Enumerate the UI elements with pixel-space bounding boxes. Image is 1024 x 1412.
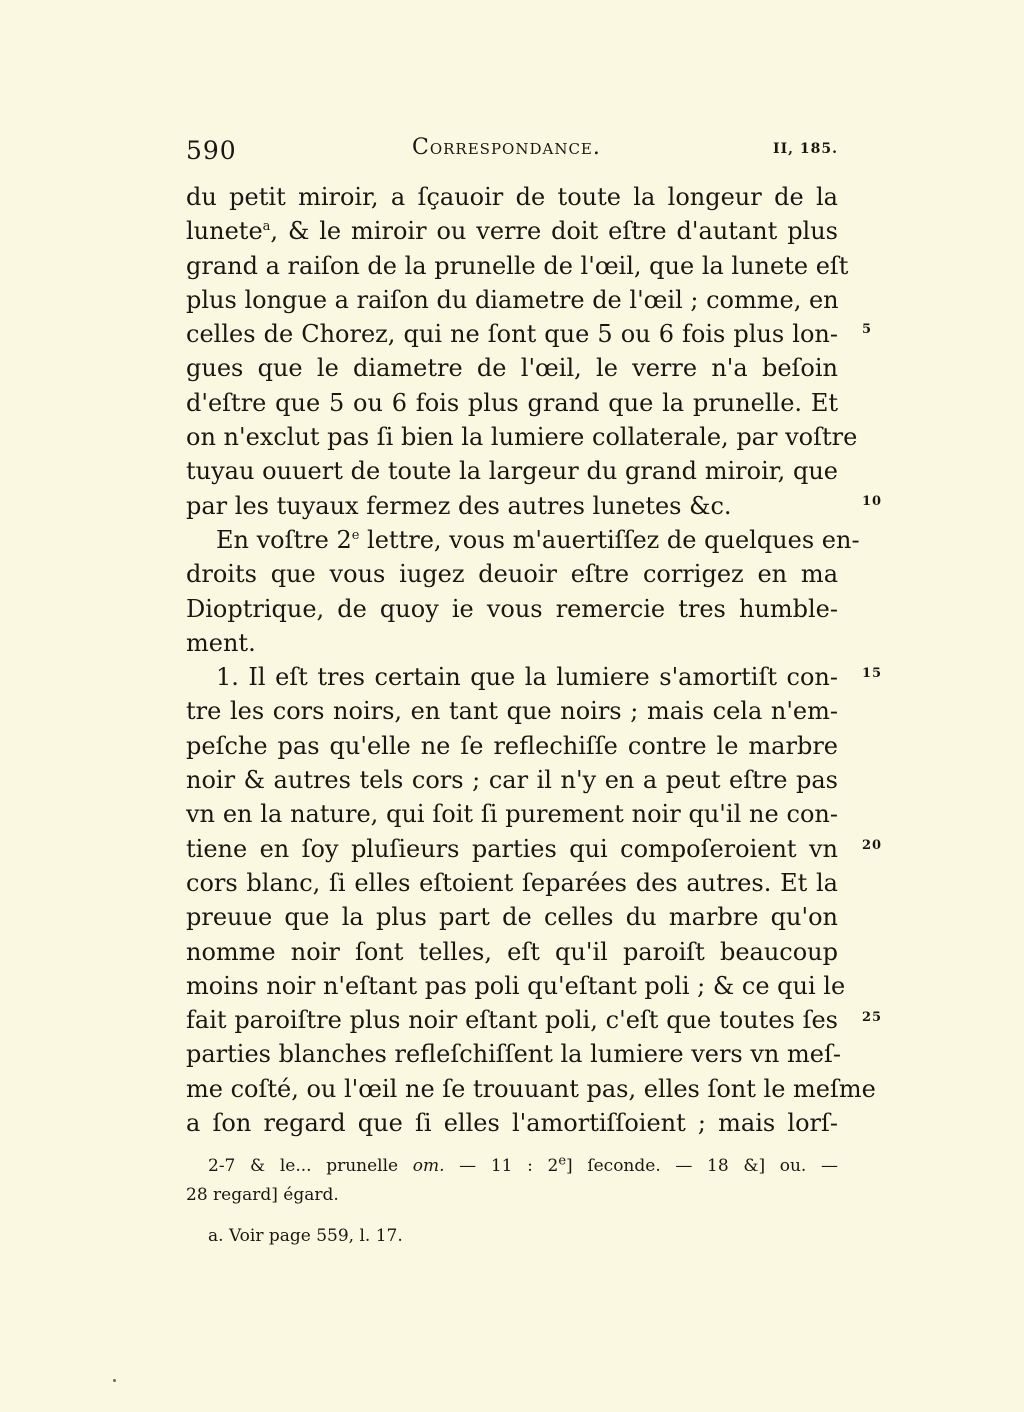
text-line: moins noir n'eſtant pas poli qu'eſtant poli ; & ce qui le bbox=[186, 971, 846, 1000]
variant-readings-line bbox=[186, 1152, 838, 1181]
footnote-marker: a bbox=[262, 219, 271, 235]
paper-speck bbox=[113, 1379, 116, 1382]
text-line: tre les cors noirs, en tant que noirs ; mais cela n'em- bbox=[186, 697, 838, 726]
text-line: droits que vous iugez deuoir eſtre corrigez en ma bbox=[186, 560, 838, 589]
text-line: grand a raiſon de la prunelle de l'œil, que la lunete eſt bbox=[186, 251, 849, 280]
text-line: vn en la nature, qui ſoit ſi purement noir qu'il ne con- bbox=[186, 800, 838, 829]
variant-readings-line: 28 regard] égard. bbox=[186, 1185, 339, 1205]
text-line: plus longue a raiſon du diametre de l'œil ; comme, en bbox=[186, 285, 839, 314]
running-title: Correspondance. bbox=[412, 135, 601, 160]
footnote-superscript: e bbox=[558, 1153, 567, 1169]
page-number: 590 bbox=[186, 136, 237, 165]
text-line: tuyau ouuert de toute la largeur du grand miroir, que bbox=[186, 457, 838, 486]
text-line: on n'exclut pas ſi bien la lumiere collaterale, par voſtre bbox=[186, 423, 858, 452]
line-number: 25 bbox=[862, 1010, 883, 1025]
line-number: 5 bbox=[862, 322, 873, 337]
text-line: tiene en ſoy pluſieurs parties qui compoſeroient vn bbox=[186, 834, 838, 863]
text-line: peſche pas qu'elle ne ſe reflechiſſe contre le marbre bbox=[186, 731, 838, 760]
text-line: 1. Il eſt tres certain que la lumiere s'amortiſt con- bbox=[216, 663, 838, 692]
text-line: celles de Chorez, qui ne ſont que 5 ou 6 fois plus lon- bbox=[186, 320, 838, 349]
text-line: cors blanc, ſi elles eſtoient ſeparées des autres. Et la bbox=[186, 868, 838, 897]
text-line: d'eſtre que 5 ou 6 fois plus grand que la prunelle. Et bbox=[186, 388, 838, 417]
text-fragment: En voſtre 2 bbox=[216, 525, 352, 554]
text-line: fait paroiſtre plus noir eſtant poli, c'eſt que toutes ſes bbox=[186, 1006, 838, 1035]
text-line: Dioptrique, de quoy ie vous remercie tres humble- bbox=[186, 594, 838, 623]
footnotes bbox=[186, 1152, 838, 1251]
text-line: par les tuyaux fermez des autres lunetes &c. bbox=[186, 491, 732, 520]
text-line: a ſon regard que ſi elles l'amortiſſoient ; mais lorſ- bbox=[186, 1109, 838, 1138]
text-line bbox=[186, 523, 860, 557]
text-line: preuue que la plus part de celles du marbre qu'on bbox=[186, 903, 838, 932]
line-number: 10 bbox=[862, 494, 883, 509]
line-number: 15 bbox=[862, 666, 883, 681]
text-fragment: , & le miroir ou verre doit eſtre d'autant plus bbox=[270, 217, 838, 246]
footnote-text: — 11 : 2 bbox=[444, 1156, 559, 1176]
text-line bbox=[186, 214, 838, 248]
running-header bbox=[186, 132, 838, 168]
text-fragment: lunete bbox=[186, 217, 263, 246]
footnote-text: ] ſeconde. — 18 &] ou. — bbox=[566, 1156, 838, 1176]
text-fragment: lettre, vous m'auertiſſez de quelques en- bbox=[359, 525, 860, 554]
ordinal-superscript: e bbox=[351, 527, 360, 543]
footnote-italic: om. bbox=[412, 1156, 445, 1176]
footnote-text: 2-7 & le... prunelle bbox=[208, 1156, 413, 1176]
text-line: me coſté, ou l'œil ne ſe trouuant pas, elles ſont le meſme bbox=[186, 1074, 876, 1103]
running-reference: II, 185. bbox=[773, 141, 838, 157]
text-line: du petit miroir, a ſçauoir de toute la longeur de la bbox=[186, 183, 838, 211]
text-line: nomme noir ſont telles, eſt qu'il paroiſt beaucoup bbox=[186, 937, 838, 966]
text-line: gues que le diametre de l'œil, le verre n'a beſoin bbox=[186, 354, 838, 383]
text-line: parties blanches refleſchiſſent la lumiere vers vn meſ- bbox=[186, 1040, 841, 1069]
text-line: ment. bbox=[186, 628, 256, 657]
line-number: 20 bbox=[862, 838, 883, 853]
text-line: noir & autres tels cors ; car il n'y en a peut eſtre pas bbox=[186, 766, 838, 795]
editorial-note: a. Voir page 559, l. 17. bbox=[208, 1226, 403, 1246]
